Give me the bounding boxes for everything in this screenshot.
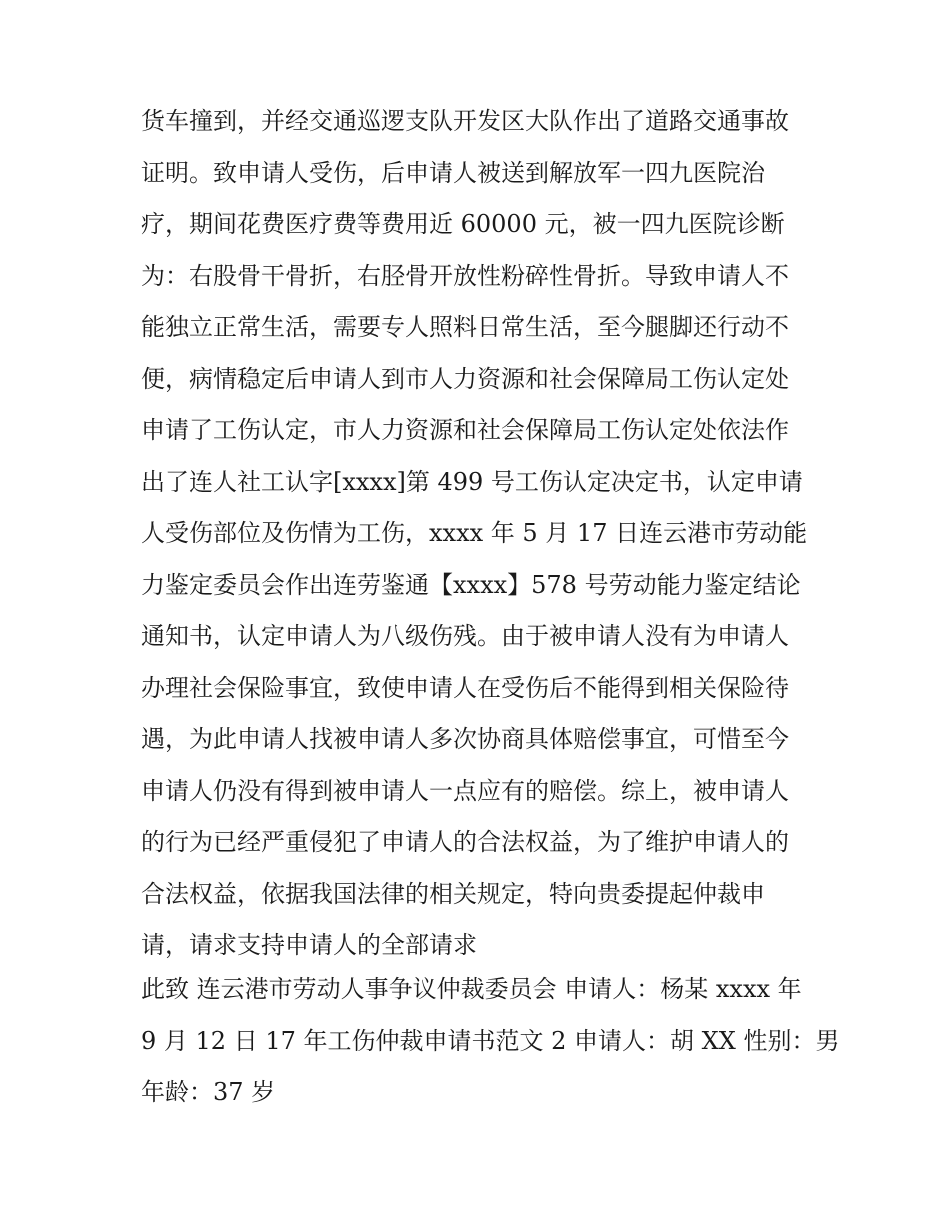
paragraph-line: 申请人仍没有得到被申请人一点应有的赔偿。综上，被申请人 (141, 776, 789, 805)
paragraph-line: 合法权益，依据我国法律的相关规定，特向贵委提起仲裁申 (141, 879, 765, 908)
paragraph-line: 疗，期间花费医疗费等费用近 60000 元，被一四九医院诊断 (141, 210, 785, 238)
document-body (141, 104, 840, 1127)
paragraph-line: 力鉴定委员会作出连劳鉴通【xxxx】578 号劳动能力鉴定结论 (141, 570, 801, 599)
closing-line: 此致 连云港市劳动人事争议仲裁委员会 申请人：杨某 xxxx 年 (141, 975, 802, 1003)
closing-line: 年龄：37 岁 (141, 1078, 276, 1106)
paragraph-line: 请，请求支持申请人的全部请求 (141, 931, 477, 959)
paragraph-line: 申请了工伤认定，市人力资源和社会保障局工伤认定处依法作 (141, 416, 789, 444)
paragraph-line: 的行为已经严重侵犯了申请人的合法权益，为了维护申请人的 (141, 828, 789, 856)
paragraph-line: 出了连人社工认字[xxxx]第 499 号工伤认定决定书，认定申请 (141, 467, 803, 496)
paragraph-line: 便，病情稳定后申请人到市人力资源和社会保障局工伤认定处 (141, 364, 789, 393)
paragraph-line: 为：右股骨干骨折，右胫骨开放性粉碎性骨折。导致申请人不 (141, 261, 789, 290)
paragraph-line: 遇，为此申请人找被申请人多次协商具体赔偿事宜，可惜至今 (141, 725, 789, 753)
paragraph-line: 人受伤部位及伤情为工伤，xxxx 年 5 月 17 日连云港市劳动能 (141, 519, 808, 547)
paragraph-line: 证明。致申请人受伤，后申请人被送到解放军一四九医院治 (141, 158, 765, 187)
paragraph-line: 通知书，认定申请人为八级伤残。由于被申请人没有为申请人 (141, 622, 789, 650)
paragraph-line: 办理社会保险事宜，致使申请人在受伤后不能得到相关保险待 (141, 673, 789, 702)
closing-line: 9 月 12 日 17 年工伤仲裁申请书范文 2 申请人：胡 XX 性别：男 (141, 1026, 840, 1055)
paragraph-line: 货车撞到，并经交通巡逻支队开发区大队作出了道路交通事故 (141, 107, 789, 135)
paragraph-line: 能独立正常生活，需要专人照料日常生活，至今腿脚还行动不 (141, 313, 789, 341)
